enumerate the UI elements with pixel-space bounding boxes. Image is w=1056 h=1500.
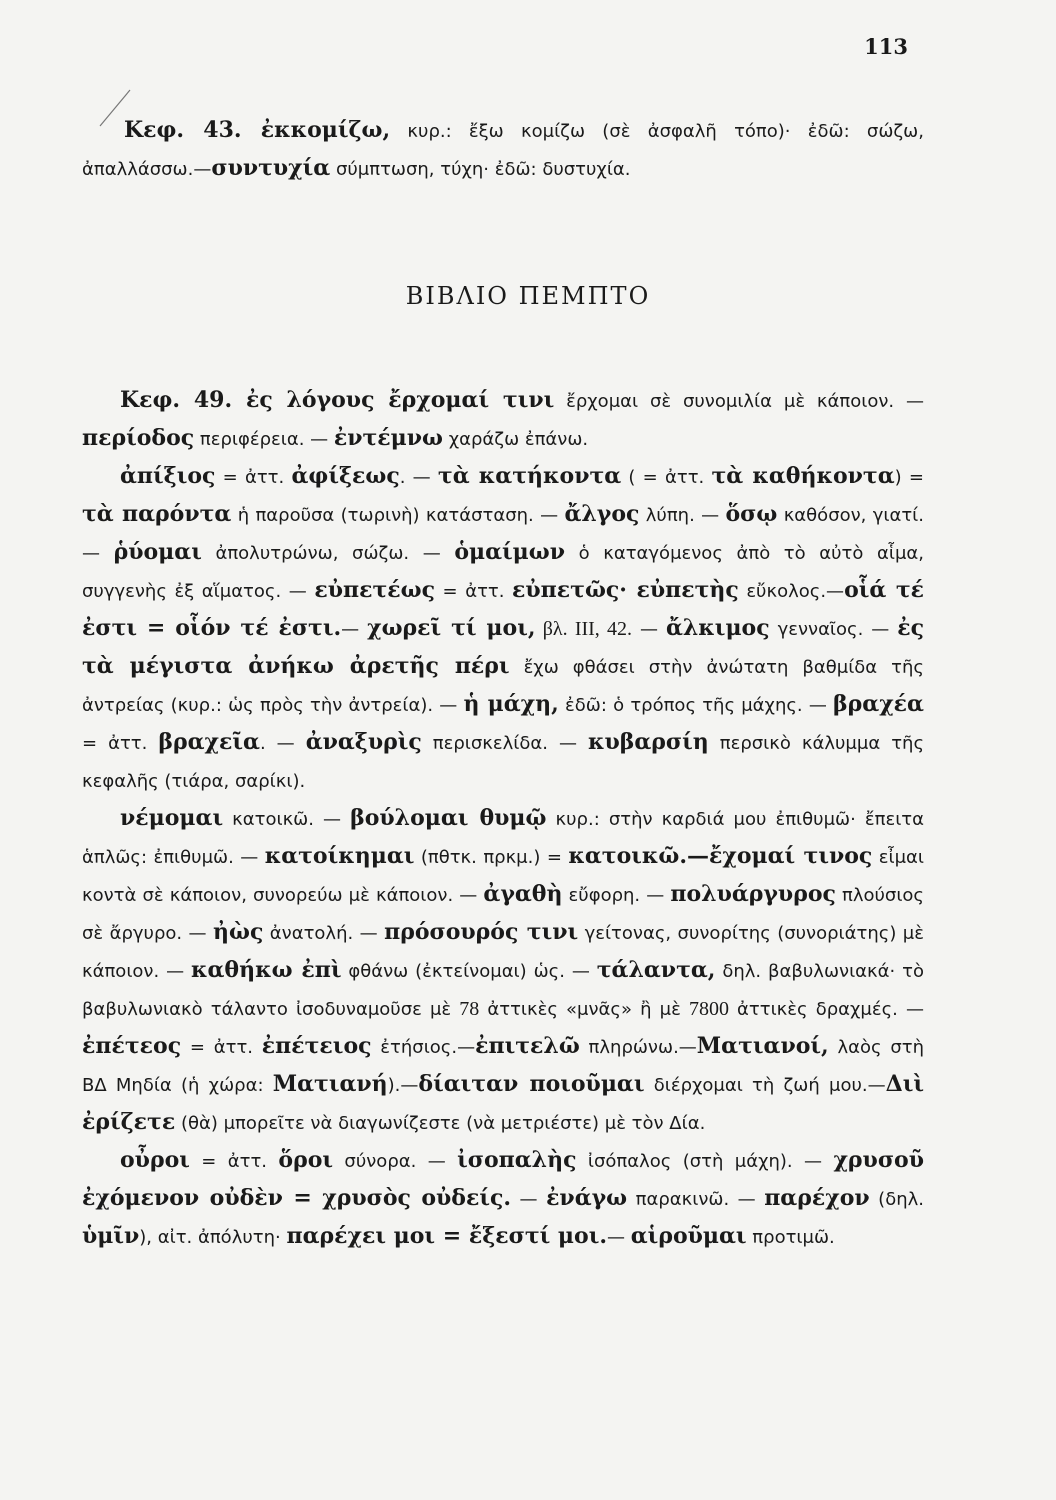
lemma-term: Ματιανή — [272, 1071, 388, 1097]
lemma-term: τὰ κατήκοντα — [437, 463, 622, 489]
gloss-text: ἐδῶ: ὁ τρόπος τῆς μάχης. — — [558, 695, 834, 716]
lemma-term: Ματιανοί, — [696, 1033, 829, 1059]
page-number: 113 — [864, 34, 908, 59]
gloss-text: κυρ.: ἔξω κομίζω (σὲ ἀσφαλῆ τόπο)· ἐδῶ: σώζω, ἀπαλλάσσω.— — [82, 121, 924, 180]
lemma-term: Κεφ. 43. ἐκκομίζω, — [124, 117, 391, 143]
gloss-text: = ἀττ. — [434, 581, 513, 602]
gloss-text: — — [632, 619, 666, 640]
lemma-term: ὁμαίμων — [454, 539, 565, 565]
gloss-text: περσικὸ κάλυμμα τῆς κεφαλῆς (τιάρα, σαρίκι). — [82, 733, 925, 792]
gloss-text: χαράζω ἐπάνω. — [443, 429, 589, 450]
lemma-term: Κεφ. 49. ἐς λόγους ἔρχομαί τινι — [120, 387, 555, 413]
lemma-term: ἐπέτειος — [261, 1033, 372, 1059]
lemma-term: καθήκω ἐπὶ — [191, 957, 342, 983]
gloss-text: ἰσόπαλος (στὴ μάχη). — — [576, 1151, 834, 1172]
gloss-text: ἡ παροῦσα (τωρινὴ) κατάσταση. — — [231, 505, 565, 526]
gloss-text: ἀπολυτρώνω, σώζω. — — [201, 543, 455, 564]
glossary-paragraph — [82, 382, 924, 458]
gloss-text: καθόσον, γιατί. — — [82, 505, 924, 564]
glossary-paragraph — [82, 1142, 924, 1256]
glossary-paragraph — [82, 112, 924, 188]
gloss-text: ( = ἀττ. — [621, 467, 712, 488]
lemma-term: κυβαρσίη — [587, 729, 709, 755]
lemma-term: ἐντέμνω — [333, 425, 443, 451]
gloss-text: ἔχω φθάσει στὴν ἀνώτατη βαθμίδα τῆς ἀντρείας (κυρ.: ὡς πρὸς τὴν ἀντρεία). — — [82, 657, 924, 716]
lemma-term: πολυάργυρος — [670, 881, 836, 907]
lemma-term: βραχεῖα — [158, 729, 260, 755]
gloss-text: κυρ.: στὴν καρδιά μου ἐπιθυμῶ· ἔπειτα ἁπλῶς: ἐπιθυμῶ. — — [82, 809, 924, 868]
gloss-text: κατοικῶ. — — [223, 809, 351, 830]
lemma-term: ἀγαθὴ — [483, 881, 563, 907]
gloss-text: . — — [399, 467, 438, 488]
gloss-text: ), αἰτ. ἀπόλυτη· — [139, 1227, 287, 1248]
lemma-term: δίαιταν ποιοῦμαι — [418, 1071, 645, 1097]
gloss-text: σύνορα. — — [333, 1151, 458, 1172]
gloss-text: εἶμαι κοντὰ σὲ κάποιον, συνορεύω μὲ κάποιον. — — [82, 847, 925, 906]
lemma-term: Διὶ ἐρίζετε — [82, 1071, 924, 1135]
gloss-text: σύμπτωση, τύχη· ἐδῶ: δυστυχία. — [330, 159, 631, 180]
gloss-text: φθάνω (ἐκτείνομαι) ὡς. — — [341, 961, 597, 982]
lemma-term: ῥύομαι — [113, 539, 202, 565]
gloss-text: . — — [259, 733, 306, 754]
lemma-term: παρέχον — [764, 1185, 870, 1211]
reference-text: βλ. III, 42. — [535, 618, 633, 640]
lemma-term: συντυχία — [211, 155, 331, 181]
gloss-text: λαὸς στὴ ΒΔ Μηδία (ἡ χώρα: — [82, 1037, 925, 1096]
chapter-49-notes — [82, 382, 924, 1256]
gloss-text: — — [341, 619, 368, 640]
lemma-term: ἐνάγω — [546, 1185, 628, 1211]
glossary-paragraph — [82, 800, 924, 1142]
gloss-text: (πθτκ. πρκμ.) = — [414, 847, 569, 868]
gloss-text: ὁ καταγόμενος ἀπὸ τὸ αὐτὸ αἷμα, συγγενὴς ἐξ αἵματος. — — [82, 543, 924, 602]
gloss-text: λύπη. — — [639, 505, 726, 526]
lemma-term: τὰ παρόντα — [82, 501, 232, 527]
lemma-term: εὐπετῶς· εὐπετὴς — [512, 577, 739, 603]
lemma-term: ἄλκιμος — [665, 615, 770, 641]
lemma-term: εὐπετέως — [314, 577, 435, 603]
gloss-text: περιφέρεια. — — [194, 429, 334, 450]
lemma-term: ἐς τὰ μέγιστα ἀνήκω ἀρετῆς πέρι — [82, 615, 924, 679]
gloss-text: ἀνατολή. — — [263, 923, 385, 944]
lemma-term: βούλομαι θυμῷ — [350, 805, 547, 831]
reference-text: 7800 — [688, 998, 729, 1020]
lemma-term: τάλαντα, — [596, 957, 716, 983]
gloss-text: διέρχομαι τὴ ζωή μου.— — [644, 1075, 886, 1096]
lemma-term: χρυσοῦ ἐχόμενον οὐδὲν = χρυσὸς οὐδείς. — [82, 1147, 924, 1211]
lemma-term: βραχέα — [833, 691, 924, 717]
gloss-text: εὔκολος.— — [738, 581, 845, 602]
lemma-term: ὅροι — [278, 1147, 334, 1173]
gloss-text: περισκελίδα. — — [421, 733, 588, 754]
lemma-term: ἡ μάχη, — [463, 691, 559, 717]
gloss-text: ).— — [387, 1075, 419, 1096]
chapter-43-notes — [82, 112, 924, 188]
lemma-term: ἐπέτεος — [82, 1033, 182, 1059]
book-heading: ΒΙΒΛΙΟ ΠΕΜΠΤΟ — [405, 282, 651, 310]
lemma-term: αἱροῦμαι — [630, 1223, 747, 1249]
lemma-term: περίοδος — [82, 425, 195, 451]
gloss-text: πλούσιος σὲ ἄργυρο. — — [82, 885, 924, 944]
lemma-term: ἰσοπαλὴς — [457, 1147, 577, 1173]
lemma-term: ἠὼς — [213, 919, 264, 945]
lemma-term: κατοίκημαι — [264, 843, 415, 869]
gloss-text: γείτονας, συνορίτης (συνοριάτης) μὲ κάποιον. — — [82, 923, 924, 982]
gloss-text: ) = — [894, 467, 924, 488]
gloss-text: = ἀττ. — [215, 467, 292, 488]
gloss-text: δηλ. βαβυλωνιακά· τὸ βαβυλωνιακὸ τάλαντο ἰσοδυναμοῦσε μὲ — [82, 961, 924, 1020]
lemma-term: ἐπιτελῶ — [475, 1033, 580, 1059]
gloss-text: εὔφορη. — — [562, 885, 671, 906]
lemma-term: πρόσουρός τινι — [384, 919, 579, 945]
gloss-text: ἐτήσιος.— — [371, 1037, 476, 1058]
gloss-text: — — [511, 1189, 547, 1210]
lemma-term: ἀφίξεως — [291, 463, 400, 489]
gloss-text: ἔρχομαι σὲ συνομιλία μὲ κάποιον. — — [554, 391, 924, 412]
lemma-term: κατοικῶ.—ἔχομαί τινος — [568, 843, 873, 869]
gloss-text: ἀττικὲς δραχμές. — — [728, 999, 924, 1020]
gloss-text: παρακινῶ. — — [627, 1189, 765, 1210]
lemma-term: χωρεῖ τί μοι, — [367, 615, 536, 641]
lemma-term: οἷά τέ ἐστι = οἷόν τέ ἐστι. — [82, 577, 924, 641]
gloss-text: = ἀττ. — [189, 1151, 279, 1172]
gloss-text: πληρώνω.— — [579, 1037, 697, 1058]
lemma-term: ὅσῳ — [725, 501, 778, 527]
lemma-term: ἄλγος — [564, 501, 640, 527]
gloss-text: (δηλ. — [869, 1189, 924, 1210]
gloss-text: γενναῖος. — — [769, 619, 898, 640]
lemma-term: ἀναξυρὶς — [305, 729, 422, 755]
gloss-text: προτιμῶ. — [746, 1227, 835, 1248]
gloss-text: ἀττικὲς «μνᾶς» ἢ μὲ — [479, 999, 689, 1020]
glossary-paragraph — [82, 458, 924, 800]
lemma-term: νέμομαι — [120, 805, 224, 831]
gloss-text: = ἀττ. — [181, 1037, 262, 1058]
lemma-term: τὰ καθήκοντα — [711, 463, 895, 489]
gloss-text: (θὰ) μπορεῖτε νὰ διαγωνίζεστε (νὰ μετριέστε) μὲ τὸν Δία. — [175, 1113, 706, 1134]
lemma-term: ἀπίξιος — [120, 463, 216, 489]
lemma-term: οὖροι — [120, 1147, 190, 1173]
lemma-term: παρέχει μοι = ἔξεστί μοι. — [286, 1223, 608, 1249]
gloss-text: = ἀττ. — [82, 733, 159, 754]
reference-text: 78 — [459, 998, 480, 1020]
lemma-term: ὑμῖν — [82, 1223, 140, 1249]
gloss-text: — — [607, 1227, 631, 1248]
